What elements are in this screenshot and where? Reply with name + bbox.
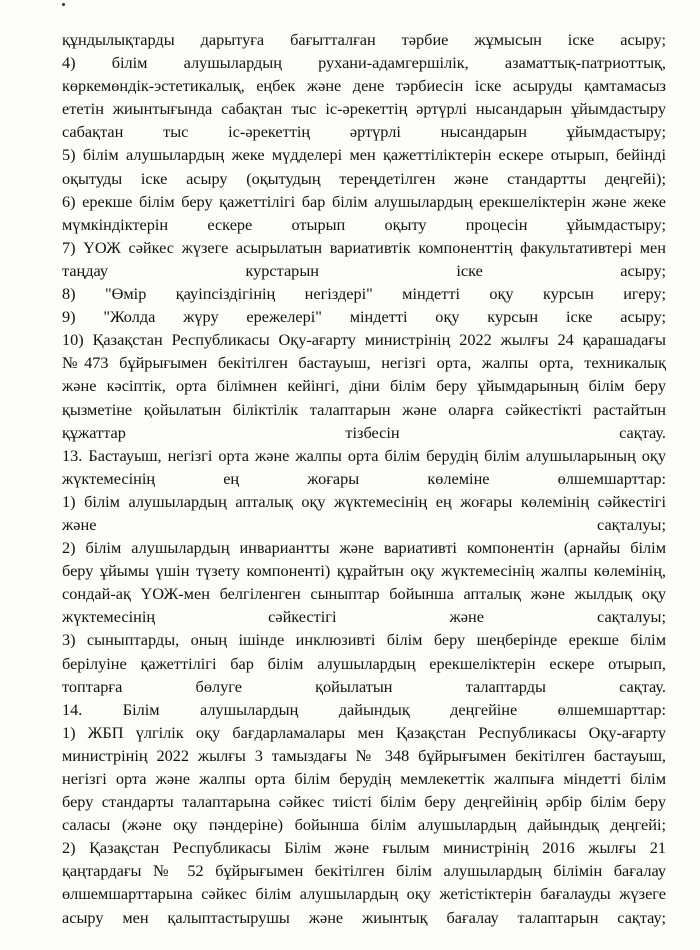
text-line: мүмкіндіктерін ескере отырып оқыту процесін ұйымдастыру; <box>62 214 666 234</box>
text-line: министрінің 2022 жылғы 3 тамыздағы № 348 бұйрығымен бекітілген бастауыш, <box>62 745 666 765</box>
text-line: негізгі орта және жалпы орта білім берудің мемлекеттік жалпыға міндетті білім <box>62 769 666 788</box>
text-line: таңдау курстарын іске асыру; <box>62 260 666 280</box>
text-line: 3) сыныптарды, оның ішінде инклюзивті білім беру шеңберінде ерекше білім <box>62 630 666 650</box>
text-line: 10) Қазақстан Республикасы Оқу-ағарту министрінің 2022 жылғы 24 қарашадағы <box>62 330 666 350</box>
text-line: 7) ҮОЖ сәйкес жүзеге асырылатын вариативтік компоненттің факультативтері мен <box>62 237 666 257</box>
text-line: 1) білім алушылардың апталық оқу жүктемесінің ең жоғары көлемінің сәйкестігі <box>62 491 666 511</box>
text-line: 1) ЖБП үлгілік оқу бағдарламалары мен Қазақстан Республикасы Оқу-ағарту <box>62 722 666 742</box>
text-line: 2) Қазақстан Республикасы Білім және ғылым министрінің 2016 жылғы 21 <box>62 838 666 858</box>
text-line: сондай-ақ ҮОЖ-мен белгіленген сыныптар бойынша апталық және жылдық оқу <box>62 584 666 604</box>
text-line: №473 бұйрығымен бекітілген бастауыш, негізгі орта, жалпы орта, техникалық <box>62 353 666 373</box>
text-line: 5) білім алушылардың жеке мүдделері мен қажеттіліктерін ескере отырып, бейінді <box>62 145 666 165</box>
text-line: беру стандарты талаптарына сәйкес тиісті білім беру деңгейінің әрбір білім беру <box>62 792 666 812</box>
text-line: құжаттар тізбесін сақтау. <box>62 422 666 442</box>
text-line: сабақтан тыс іс-әрекеттің әртүрлі нысандарын ұйымдастыру; <box>62 122 666 142</box>
text-line: және кәсіптік, орта білімнен кейінгі, діни білім беру ұйымдарының білім беру <box>62 376 666 396</box>
text-line: өлшемшарттарына сәйкес білім алушылардың оқу жетістіктерін бағалауды жүзеге <box>62 884 666 904</box>
document-body <box>62 28 666 929</box>
text-line: құндылықтарды дарытуға бағытталған тәрбие жұмысын іске асыру; <box>62 30 666 49</box>
text-line: жүктемесінің ең жоғары көлеміне өлшемшарттар: <box>62 468 666 488</box>
text-line: 4) білім алушылардың рухани-адамгершілік, азаматтық-патриоттық, <box>62 53 666 73</box>
text-line: топтарға бөлуге қойылатын талаптарды сақтау. <box>62 676 666 696</box>
text-line: 9) "Жолда жүру ережелері" міндетті оқу курсын іске асыру; <box>62 307 666 327</box>
scan-mark <box>62 3 65 6</box>
text-line: қызметіне қойылатын біліктілік талаптарын және оларға сәйкестікті растайтын <box>62 399 666 419</box>
text-line: қаңтардағы № 52 бұйрығымен бекітілген білім алушылардың білімін бағалау <box>62 861 666 881</box>
text-line: 8) "Өмір қауіпсіздігінің негіздері" міндетті оқу курсын игеру; <box>62 284 666 304</box>
text-line: 14. Білім алушылардың дайындық деңгейіне өлшемшарттар: <box>62 699 666 719</box>
text-line: саласы (және оқу пәндеріне) бойынша білім алушылардың дайындық деңгейі; <box>62 815 666 835</box>
text-line: 2) білім алушылардың инвариантты және вариативті компонентін (арнайы білім <box>62 538 666 558</box>
text-line: 13. Бастауыш, негізгі орта және жалпы орта білім берудің білім алушыларының оқу <box>62 445 666 465</box>
text-line: беру ұйымы үшін түзету компоненті) құрайтын оқу жүктемесінің жалпы көлемінің, <box>62 561 666 581</box>
text-line: 6) ерекше білім беру қажеттілігі бар білім алушылардың ерекшеліктерін және жеке <box>62 191 666 211</box>
text-line: асыру мен қалыптастырушы және жиынтық бағалау талаптарын сақтау; <box>62 907 666 927</box>
text-line: көркемөндік-эстетикалық, еңбек және дене тәрбиесін іске асыруды қамтамасыз <box>62 76 666 96</box>
text-line: және сақталуы; <box>62 514 666 534</box>
text-line: берілуіне қажеттілігі бар білім алушылардың ерекшеліктерін ескере отырып, <box>62 653 666 673</box>
text-line: жүктемесінің сәйкестігі және сақталуы; <box>62 607 666 627</box>
text-line: оқытуды іске асыру (оқытудың тереңдетілген және стандартты деңгейі); <box>62 168 666 188</box>
text-line: ететін жиынтығында сабақтан тыс іс-әрекеттің әртүрлі нысандарын ұйымдастыру <box>62 99 666 119</box>
